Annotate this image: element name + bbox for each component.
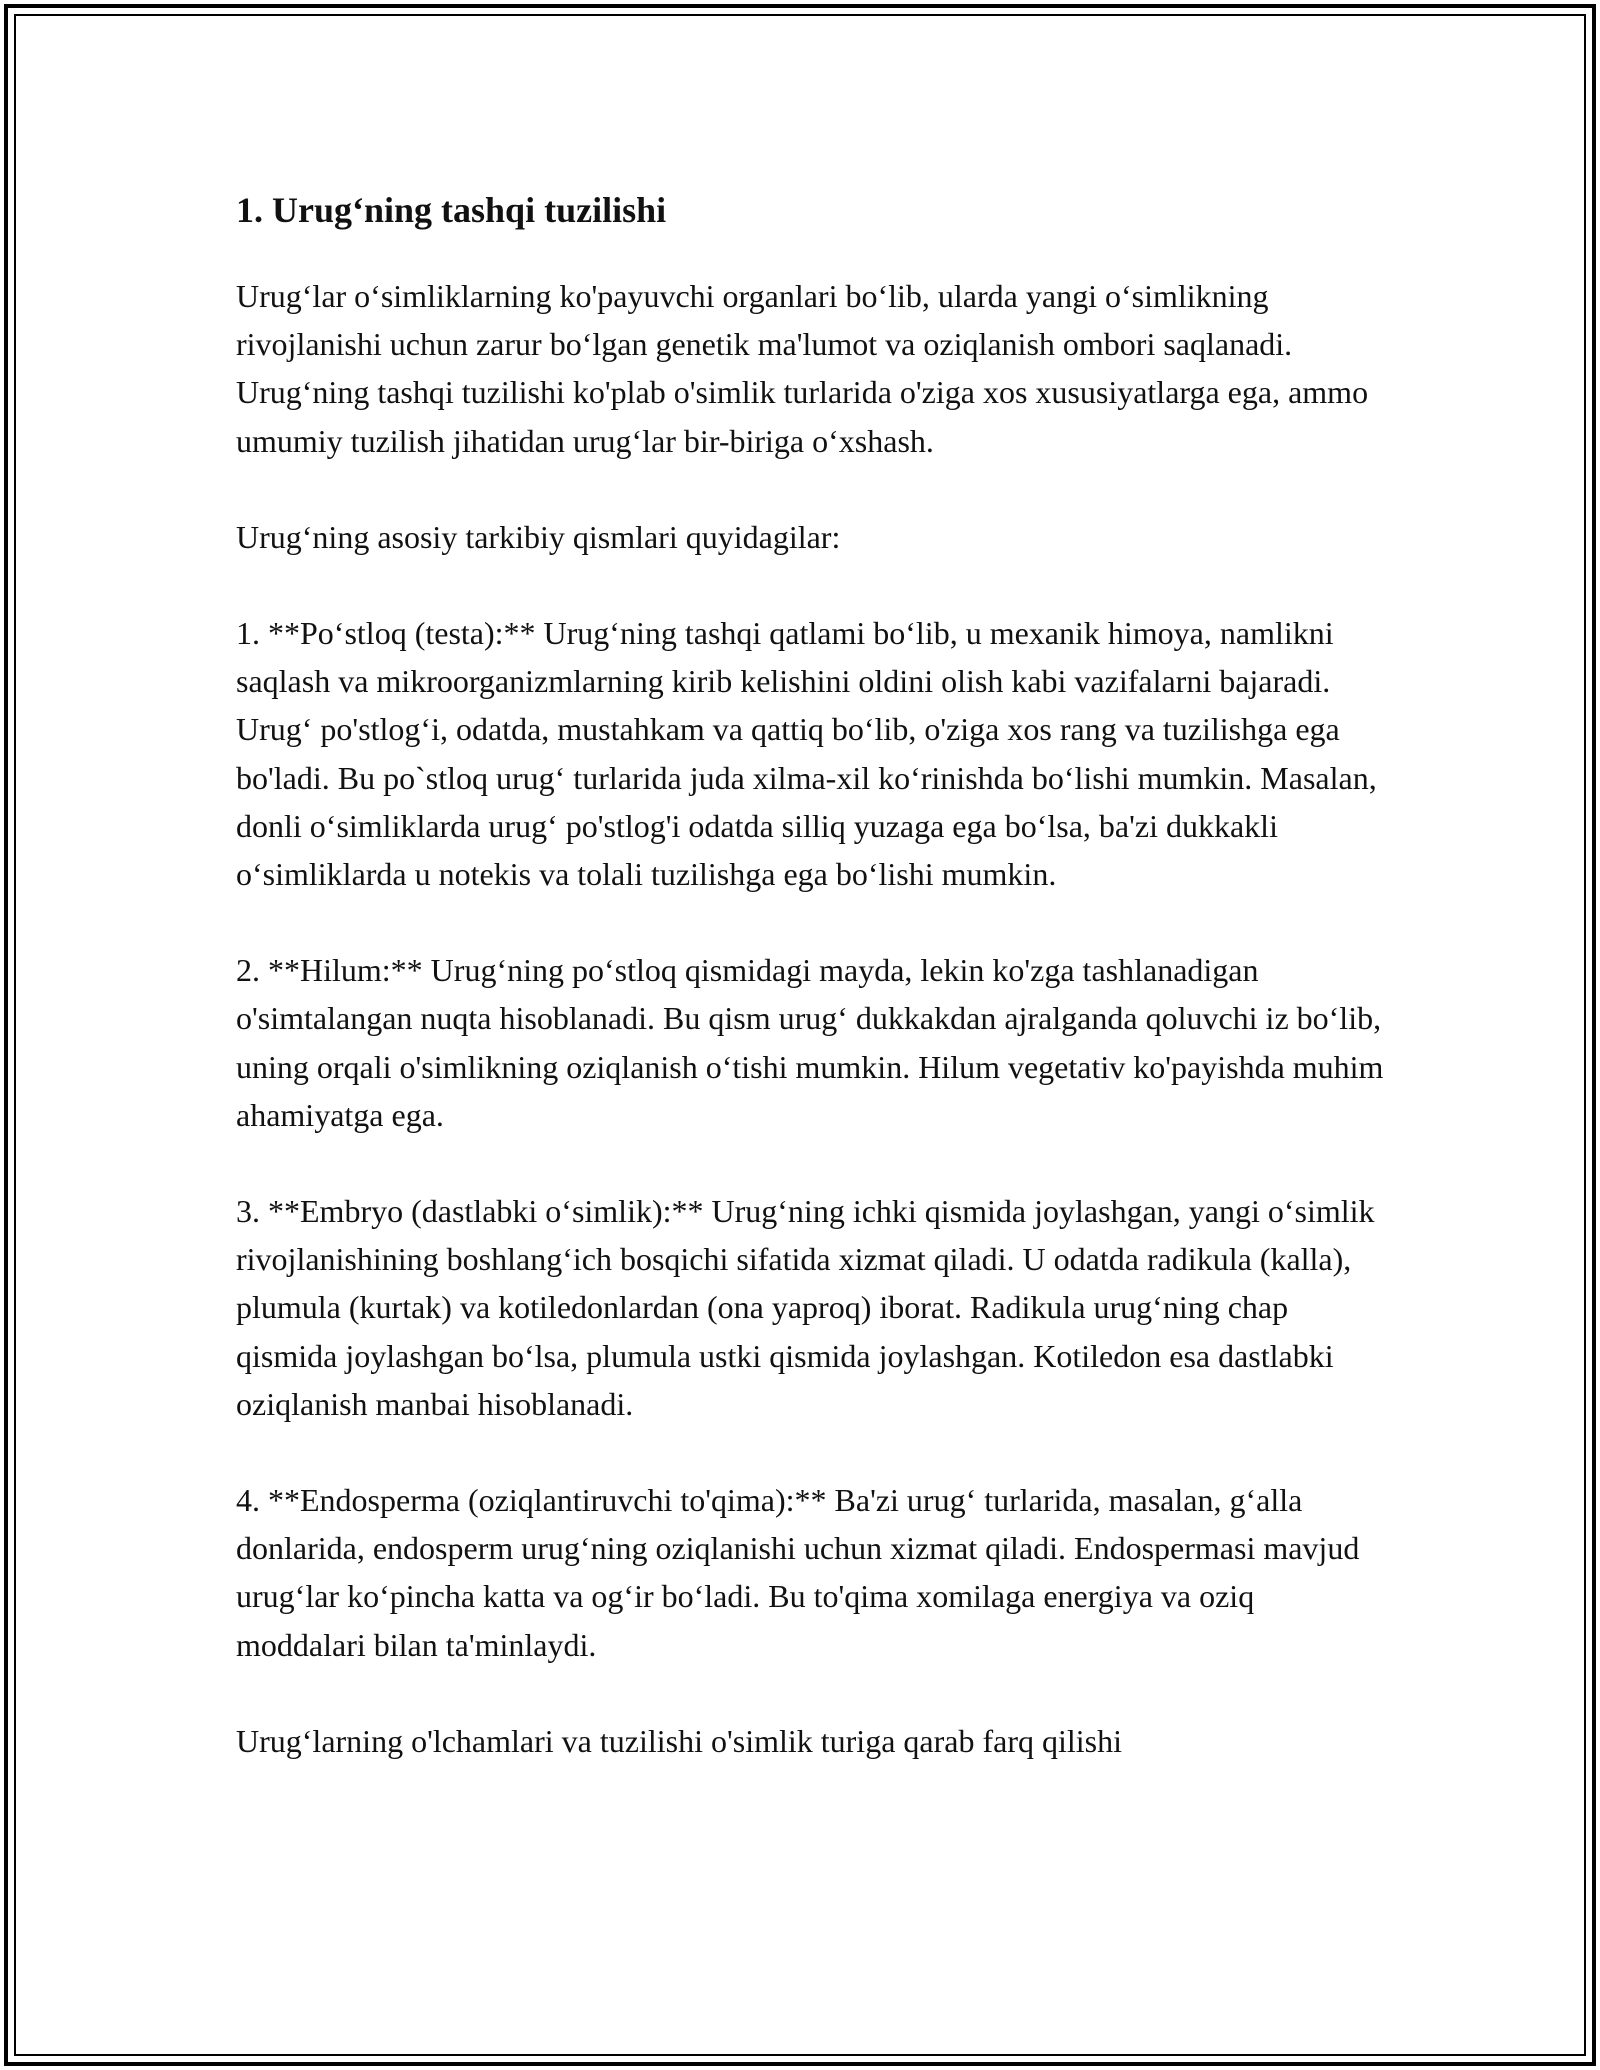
paragraph-endosperm: 4. **Endosperma (oziqlantiruvchi to'qima):** Ba'zi urug‘ turlarida, masalan, g‘alla donlarida, endosperm urug‘ning oziqlanishi uchun xizmat qiladi. Endospermasi mavjud urug‘lar ko‘pincha katta va og‘ir bo‘ladi. Bu to'qima xomilaga energiya va oziq moddalari bilan ta'minlaydi. (236, 1482, 1360, 1663)
paragraph-closing: Urug‘larning o'lchamlari va tuzilishi o'simlik turiga qarab farq qilishi (236, 1722, 1122, 1759)
paragraph-hilum: 2. **Hilum:** Urug‘ning po‘stloq qismidagi mayda, lekin ko'zga tashlanadigan o'simtalangan nuqta hisoblanadi. Bu qism urug‘ dukkakdan ajralganda qoluvchi iz bo‘lib, uning orqali o'simlikning oziqlanish o‘tishi mumkin. Hilum vegetativ ko'payishda muhim ahamiyatga ega. (236, 952, 1384, 1133)
document-body (236, 186, 1386, 1813)
paragraph-embryo: 3. **Embryo (dastlabki o‘simlik):** Urug‘ning ichki qismida joylashgan, yangi o‘simlik rivojlanishining boshlang‘ich bosqichi sifatida xizmat qiladi. U odatda radikula (kalla), plumula (kurtak) va kotiledonlardan (ona yaproq) iborat. Radikula urug‘ning chap qismida joylashgan bo‘lsa, plumula ustki qismida joylashgan. Kotiledon esa dastlabki oziqlanish manbai hisoblanadi. (236, 1193, 1375, 1422)
paragraph-testa: 1. **Po‘stloq (testa):** Urug‘ning tashqi qatlami bo‘lib, u mexanik himoya, namlikni saqlash va mikroorganizmlarning kirib kelishini oldini olish kabi vazifalarni bajaradi. Urug‘ po'stlog‘i, odatda, mustahkam va qattiq bo‘lib, o'ziga xos rang va tuzilishga ega bo'ladi. Bu po`stloq urug‘ turlarida juda xilma-xil ko‘rinishda bo‘lishi mumkin. Masalan, donli o‘simliklarda urug‘ po'stlog'i odatda silliq yuzaga ega bo‘lsa, ba'zi dukkakli o‘simliklarda u notekis va tolali tuzilishga ega bo‘lishi mumkin. (236, 615, 1377, 893)
paragraph-parts-heading: Urug‘ning asosiy tarkibiy qismlari quyidagilar: (236, 518, 841, 555)
paragraph-intro: Urug‘lar o‘simliklarning ko'payuvchi organlari bo‘lib, ularda yangi o‘simlikning rivojlanishi uchun zarur bo‘lgan genetik ma'lumot va oziqlanish ombori saqlanadi. Urug‘ning tashqi tuzilishi ko'plab o'simlik turlarida o'ziga xos xususiyatlarga ega, ammo umumiy tuzilish jihatidan urug‘lar bir-biriga o‘xshash. (236, 278, 1369, 459)
section-title: 1. Urug‘ning tashqi tuzilishi (236, 190, 667, 230)
